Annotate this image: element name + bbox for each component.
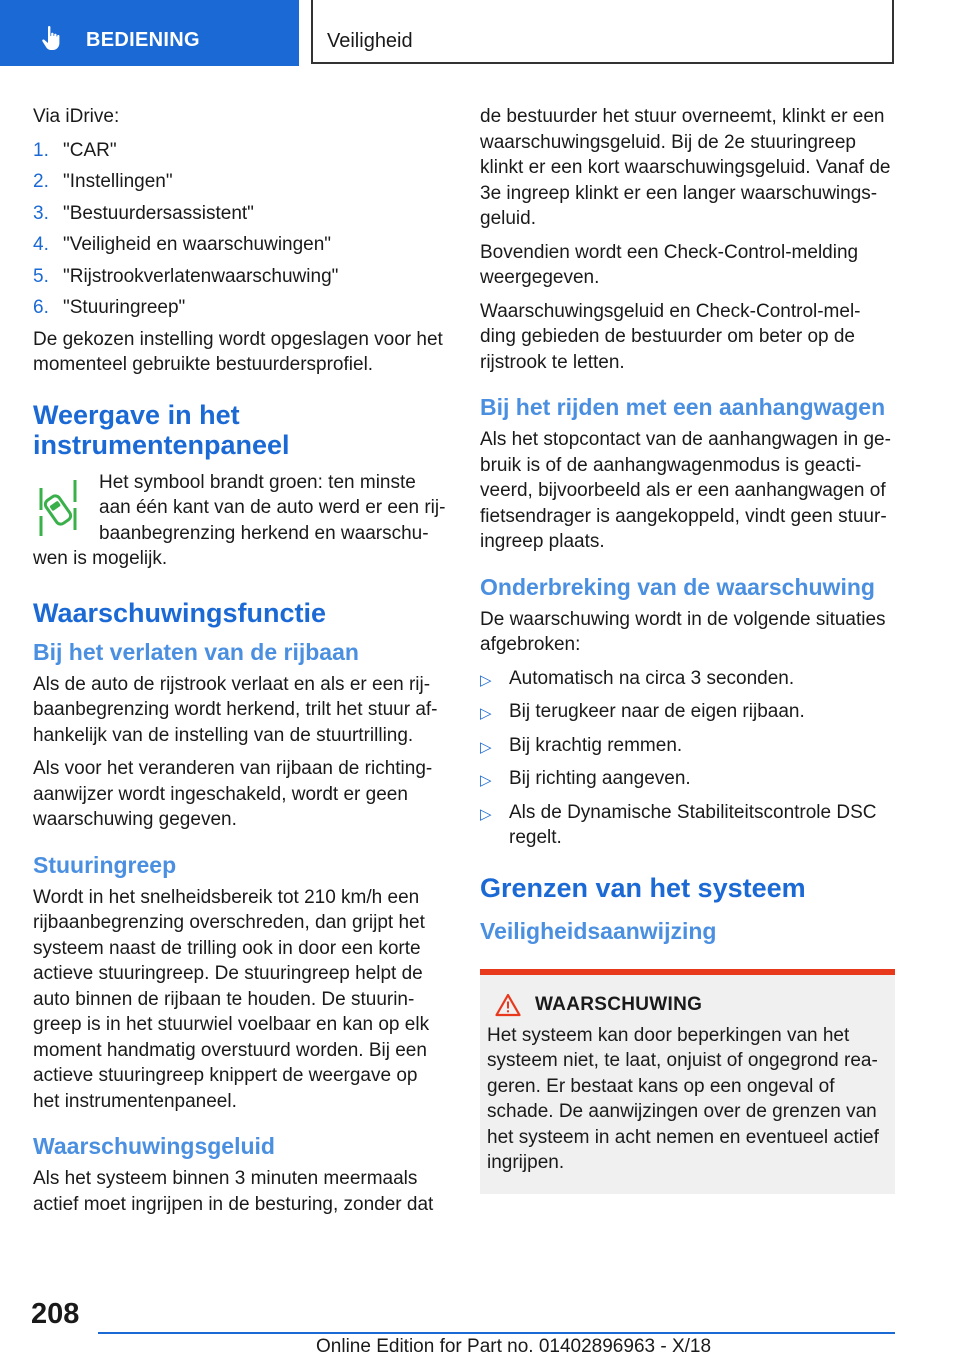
list-item: [33, 295, 447, 321]
list-item: [480, 733, 894, 761]
section-label: BEDIENING: [86, 29, 200, 51]
heading-safety: Veiligheidsaanwijzing: [480, 917, 717, 944]
topic-header: [311, 0, 894, 64]
sound-text-3: Waarschuwingsgeluid en Check-Control-mel-ding gebieden de bestuurder om beter op de rijstrook te letten.: [480, 300, 861, 373]
step-number: 6.: [33, 297, 49, 318]
leaving-text-2: Als voor het veranderen van rijbaan de richting-aanwijzer wordt ingeschakeld, wordt er geen waarschuwing gegeven.: [33, 758, 433, 830]
heading-sound: Waarschuwingsgeluid: [33, 1133, 275, 1159]
list-item: [33, 169, 447, 195]
sound-text: Als het systeem binnen 3 minuten meermaals actief moet ingrijpen in de besturing, zonder dat: [33, 1168, 434, 1215]
list-item: [33, 264, 447, 290]
heading-leaving-lane: Bij het verlaten van de rijbaan: [33, 638, 359, 665]
heading-warning-function: Waarschuwingsfunctie: [33, 597, 327, 628]
page-number: 208: [31, 1298, 80, 1330]
warning-triangle-icon: [495, 993, 521, 1017]
bullet-text: Bij richting aangeven.: [509, 768, 691, 789]
after-steps-text: De gekozen instelling wordt opgeslagen voor het momenteel gebruikte bestuurdersprofiel.: [33, 328, 443, 375]
list-item: [33, 138, 447, 164]
interrupt-list: [480, 666, 894, 851]
step-text: "Bestuurdersassistent": [63, 202, 254, 224]
list-item: [480, 666, 894, 694]
sound-continued-text: de bestuurder het stuur overneemt, klinkt er een waarschuwingsgeluid. Bij de 2e stuuringreep klinkt er een kort waarschuwingsgeluid. Vanaf de 3e ingreep klinkt er een langer waarschuwings-geluid.: [480, 106, 891, 229]
display-text-2: wen is mogelijk.: [33, 548, 168, 569]
list-item: [480, 800, 894, 851]
step-number: 5.: [33, 265, 49, 287]
footer-edition: Online Edition for Part no. 01402896963 - X/18: [316, 1336, 712, 1357]
display-text-1: Het symbool brandt groen: ten minste aan één kant van de auto werd er een rij-baanbegrenzing herkend en waarschu-: [99, 471, 446, 544]
steps-list: [33, 138, 447, 321]
list-item: [480, 766, 894, 794]
interrupt-text: De waarschuwing wordt in de volgende situaties afgebroken:: [480, 608, 886, 655]
heading-interrupt: Onderbreking van de waarschuwing: [480, 573, 875, 600]
warning-title: WAARSCHUWING: [535, 993, 703, 1015]
bullet-text: Automatisch na circa 3 seconden.: [509, 667, 795, 689]
trailer-text: Als het stopcontact van de aanhangwagen in ge-bruik is of de aanhangwagenmodus is geacti-veerd, bijvoorbeeld als er een aanhangwagen of fietsendrager is aangekoppeld, vindt geen stuur-ingreep plaats.: [480, 429, 891, 552]
right-column: [480, 104, 894, 1194]
step-text: "CAR": [63, 139, 117, 161]
intro-text: Via iDrive:: [33, 106, 120, 127]
bullet-triangle-icon: ▷: [480, 738, 492, 756]
list-item: [33, 201, 447, 227]
leaving-text-1: Als de auto de rijstrook verlaat en als er een rij-baanbegrenzing wordt herkend, trilt het stuur af-hankelijk van de instelling van de stuurtrilling.: [33, 673, 438, 746]
bullet-triangle-icon: ▷: [480, 772, 492, 789]
list-item: [480, 699, 894, 727]
footer-divider: [98, 1332, 895, 1334]
hand-pointer-icon: [38, 24, 66, 52]
sound-text-2: Bovendien wordt een Check-Control-melding weergegeven.: [480, 241, 859, 288]
lane-departure-icon: [37, 480, 79, 536]
bullet-triangle-icon: ▷: [480, 805, 492, 823]
step-number: 1.: [33, 139, 49, 161]
step-text: "Rijstrookverlatenwaarschuwing": [63, 265, 339, 287]
warning-text: Het systeem kan door beperkingen van het systeem niet, te laat, onjuist of ongegrond rea-geren. Er bestaat kans op een ongeval of schade. De aanwijzingen over de grenzen van het systeem in acht nemen en eventueel actief ingrijpen.: [487, 1024, 879, 1173]
step-text: "Instellingen": [63, 171, 173, 192]
heading-trailer: Bij het rijden met een aanhangwagen: [480, 394, 886, 420]
warning-header: [487, 993, 889, 1017]
steer-text: Wordt in het snelheidsbereik tot 210 km/h een rijbaanbegrenzing overschreden, dan grijpt het systeem naast de trilling ook in door een korte actieve stuuringreep. De stuuringreep helpt de auto binnen de rijbaan te houden. De stuurin-greep is in het stuurwiel voelbaar en kan op elk moment handmatig overstuurd worden. Bij een actieve stuuringreep knippert de weergave op het instrumentenpaneel.: [33, 886, 430, 1112]
step-number: 3.: [33, 202, 49, 224]
heading-steer: Stuuringreep: [33, 851, 177, 878]
topic-label: Veiligheid: [327, 30, 413, 52]
bullet-text: Bij krachtig remmen.: [509, 734, 683, 756]
step-number: 2.: [33, 171, 49, 192]
section-tab: [0, 0, 299, 66]
bullet-text: Als de Dynamische Stabiliteitscontrole DSC regelt.: [509, 801, 877, 848]
heading-limits: Grenzen van het systeem: [480, 872, 806, 903]
warning-box: [480, 969, 895, 1194]
bullet-text: Bij terugkeer naar de eigen rijbaan.: [509, 701, 805, 722]
list-item: [33, 232, 447, 258]
bullet-triangle-icon: ▷: [480, 705, 492, 722]
bullet-triangle-icon: ▷: [480, 671, 492, 689]
step-text: "Stuuringreep": [63, 297, 186, 318]
left-column: [33, 104, 447, 1225]
step-text: "Veiligheid en waarschuwingen": [63, 234, 332, 255]
display-paragraph: [33, 470, 447, 572]
step-number: 4.: [33, 234, 49, 255]
heading-display: Weergave in het instrumentenpaneel: [33, 399, 290, 460]
